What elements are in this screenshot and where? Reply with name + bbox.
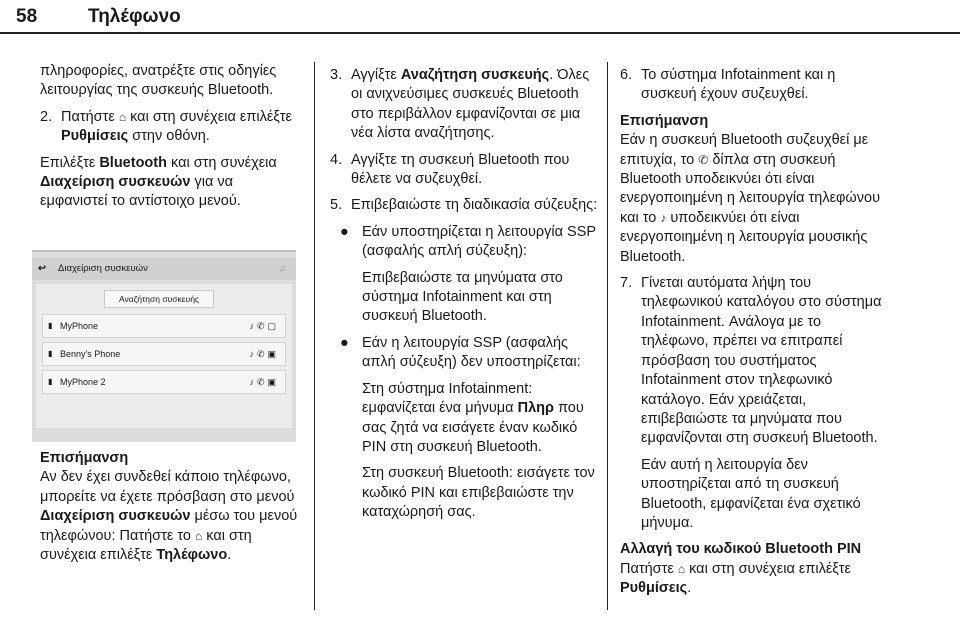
text: Επιβεβαιώστε τη διαδικασία σύζευξης: <box>351 197 598 214</box>
column-1 <box>40 62 302 219</box>
bold-term: Ρυθμίσεις <box>620 580 688 597</box>
bullet-ssp-supported <box>340 223 602 334</box>
device-management-screenshot <box>32 250 296 442</box>
text: . Όλες οι ανιχνεύσιμες συσκευές Bluetooth στο περιβάλλον εμφανίζονται σε μια νέα λίστα αναζήτησης. <box>351 67 590 142</box>
text: Επιλέξτε <box>40 154 96 171</box>
text: Αγγίξτε τη συσκευή Bluetooth που θέλετε να συζευχθεί. <box>351 151 570 188</box>
phone-icon: ▮ <box>48 321 53 330</box>
column-divider <box>607 62 608 610</box>
header-divider <box>0 32 960 34</box>
note-title: Επισήμανση <box>40 450 129 466</box>
step-7 <box>620 274 886 540</box>
text: . <box>687 580 692 597</box>
device-name: MyPhone <box>60 321 99 331</box>
step-number: 4. <box>330 151 343 168</box>
note-title: Επισήμανση <box>620 112 709 129</box>
bold-term: Πληρ <box>517 400 554 417</box>
bold-term: Διαχείριση συσκευών <box>40 508 191 525</box>
phone-handset-icon: ✆ <box>698 152 709 167</box>
paragraph: πληροφορίες, ανατρέξτε στις οδηγίες λειτουργίας της συσκευής Bluetooth. <box>40 63 277 99</box>
step-number: 5. <box>330 197 343 214</box>
home-icon: ⌂ <box>677 561 686 576</box>
text: υποδεικνύει ότι είναι ενεργοποιημένη η λειτουργία μουσικής Bluetooth. <box>620 209 868 265</box>
note <box>40 449 302 565</box>
note <box>620 112 886 267</box>
text: για να εμφανιστεί το αντίστοιχο μενού. <box>40 174 241 210</box>
text: Στη συσκευή Bluetooth: εισάγετε τον κωδικό PIN και επιβεβαιώστε την καταχώρησή σας. <box>362 465 595 521</box>
column-3 <box>620 66 886 606</box>
screen-title: Διαχείριση συσκευών <box>58 263 148 274</box>
text: και στη συνέχεια <box>171 154 277 171</box>
search-device-button: Αναζήτηση συσκευής <box>104 290 214 308</box>
text: Εάν η συσκευή Bluetooth συζευχθεί με επιτυχία, το <box>620 132 869 168</box>
device-row <box>42 314 286 338</box>
bullet-ssp-not-supported <box>340 334 602 530</box>
back-arrow-icon: ↩ <box>38 263 46 274</box>
page-number: 58 <box>16 6 38 27</box>
text: δίπλα στη συσκευή Bluetooth υποδεικνύει ότι είναι ενεργοποιημένη η λειτουργία τηλεφώνου και το <box>620 151 880 226</box>
text: Αν δεν έχει συνδεθεί κάποιο τηλέφωνο, μπορείτε να έχετε πρόσβαση στο μενού <box>40 469 295 505</box>
music-note-icon: ♪ <box>660 210 667 225</box>
step-number: 3. <box>330 67 343 83</box>
step-5 <box>330 196 602 222</box>
bold-term: Ρυθμίσεις <box>61 128 129 145</box>
phone-icon: ▮ <box>48 349 53 358</box>
step-number: 7. <box>620 275 633 292</box>
screen-title-bar <box>32 258 296 280</box>
text: στην οθόνη. <box>132 128 210 145</box>
text: Εάν αυτή η λειτουργία δεν υποστηρίζεται από τη συσκευή Bluetooth, εμφανίζεται ένα σχετικό μήνυμα. <box>641 456 861 531</box>
home-icon: ⌂ <box>194 528 203 543</box>
step-number: 6. <box>620 67 633 83</box>
device-status-icons: ♪✆▣ <box>249 377 279 387</box>
column-divider <box>314 62 315 610</box>
text: μέσω του μενού τηλεφώνου: Πατήστε το <box>40 508 298 544</box>
bullet-icon: ● <box>340 334 349 351</box>
text: Αγγίξτε <box>351 67 397 83</box>
column-2 <box>330 66 602 530</box>
paragraph <box>362 380 602 458</box>
bold-term: Διαχείριση συσκευών <box>40 174 191 191</box>
text: και στη συνέχεια επιλέξτε <box>130 108 292 125</box>
text: Εάν υποστηρίζεται η λειτουργία SSP (ασφαλής απλή σύζευξη): <box>362 223 596 260</box>
subsection-heading: Αλλαγή του κωδικού Bluetooth PIN <box>620 541 862 558</box>
subsection <box>620 540 886 598</box>
home-icon: ⌂ <box>118 109 127 124</box>
text: και στη συνέχεια επιλέξτε <box>40 527 252 564</box>
bullet-icon: ● <box>340 223 349 240</box>
step-number: 2. <box>40 108 53 125</box>
bold-term: Τηλέφωνο <box>156 547 228 564</box>
step-4 <box>330 151 602 197</box>
step-6 <box>620 66 886 112</box>
device-name: MyPhone 2 <box>60 377 106 387</box>
text: Το σύστημα Infotainment και η συσκευή έχουν συζευχθεί. <box>641 67 836 103</box>
text: που σας ζητά να εισάγετε έναν κωδικό PIN στη συσκευή Bluetooth. <box>362 400 584 455</box>
text: Πατήστε <box>620 560 674 577</box>
text: Επιβεβαιώστε τα μηνύματα στο σύστημα Infotainment και στη συσκευή Bluetooth. <box>362 269 563 325</box>
text: . <box>227 547 232 564</box>
page-header <box>16 6 181 28</box>
text: Στη σύστημα Infotainment: εμφανίζεται ένα μήνυμα <box>362 380 533 417</box>
bold-term: Αναζήτηση συσκευής <box>400 67 550 83</box>
device-row <box>42 370 286 394</box>
text: Γίνεται αυτόματα λήψη του τηλεφωνικού καταλόγου στο σύστημα Infotainment. Ανάλογα με το τηλέφωνο, πρέπει να επιτραπεί πρόσβαση του συστήματος Infotainment στον τηλεφωνικό κατάλογο. Εάν χρειάζεται, επιβεβαιώστε τα μηνύματα που εμφανίζονται στη συσκευή Bluetooth. <box>641 275 882 447</box>
step-2 <box>40 108 302 154</box>
phone-icon: ▮ <box>48 377 53 386</box>
step-3 <box>330 66 602 151</box>
bold-term: Bluetooth <box>99 154 167 171</box>
text: και στη συνέχεια επιλέξτε <box>689 560 851 577</box>
text: Εάν η λειτουργία SSP (ασφαλής απλή σύζευξη) δεν υποστηρίζεται: <box>362 334 581 371</box>
device-status-icons: ♪✆▢ <box>249 321 279 331</box>
text: Πατήστε <box>61 108 115 125</box>
note-block <box>40 449 302 572</box>
device-status-icons: ♪✆▣ <box>249 349 279 359</box>
device-row <box>42 342 286 366</box>
device-name: Benny's Phone <box>60 349 121 359</box>
device-panel <box>36 284 292 428</box>
page-title: Τηλέφωνο <box>88 6 181 27</box>
music-icon: ♫ <box>278 263 286 274</box>
paragraph <box>40 154 302 212</box>
